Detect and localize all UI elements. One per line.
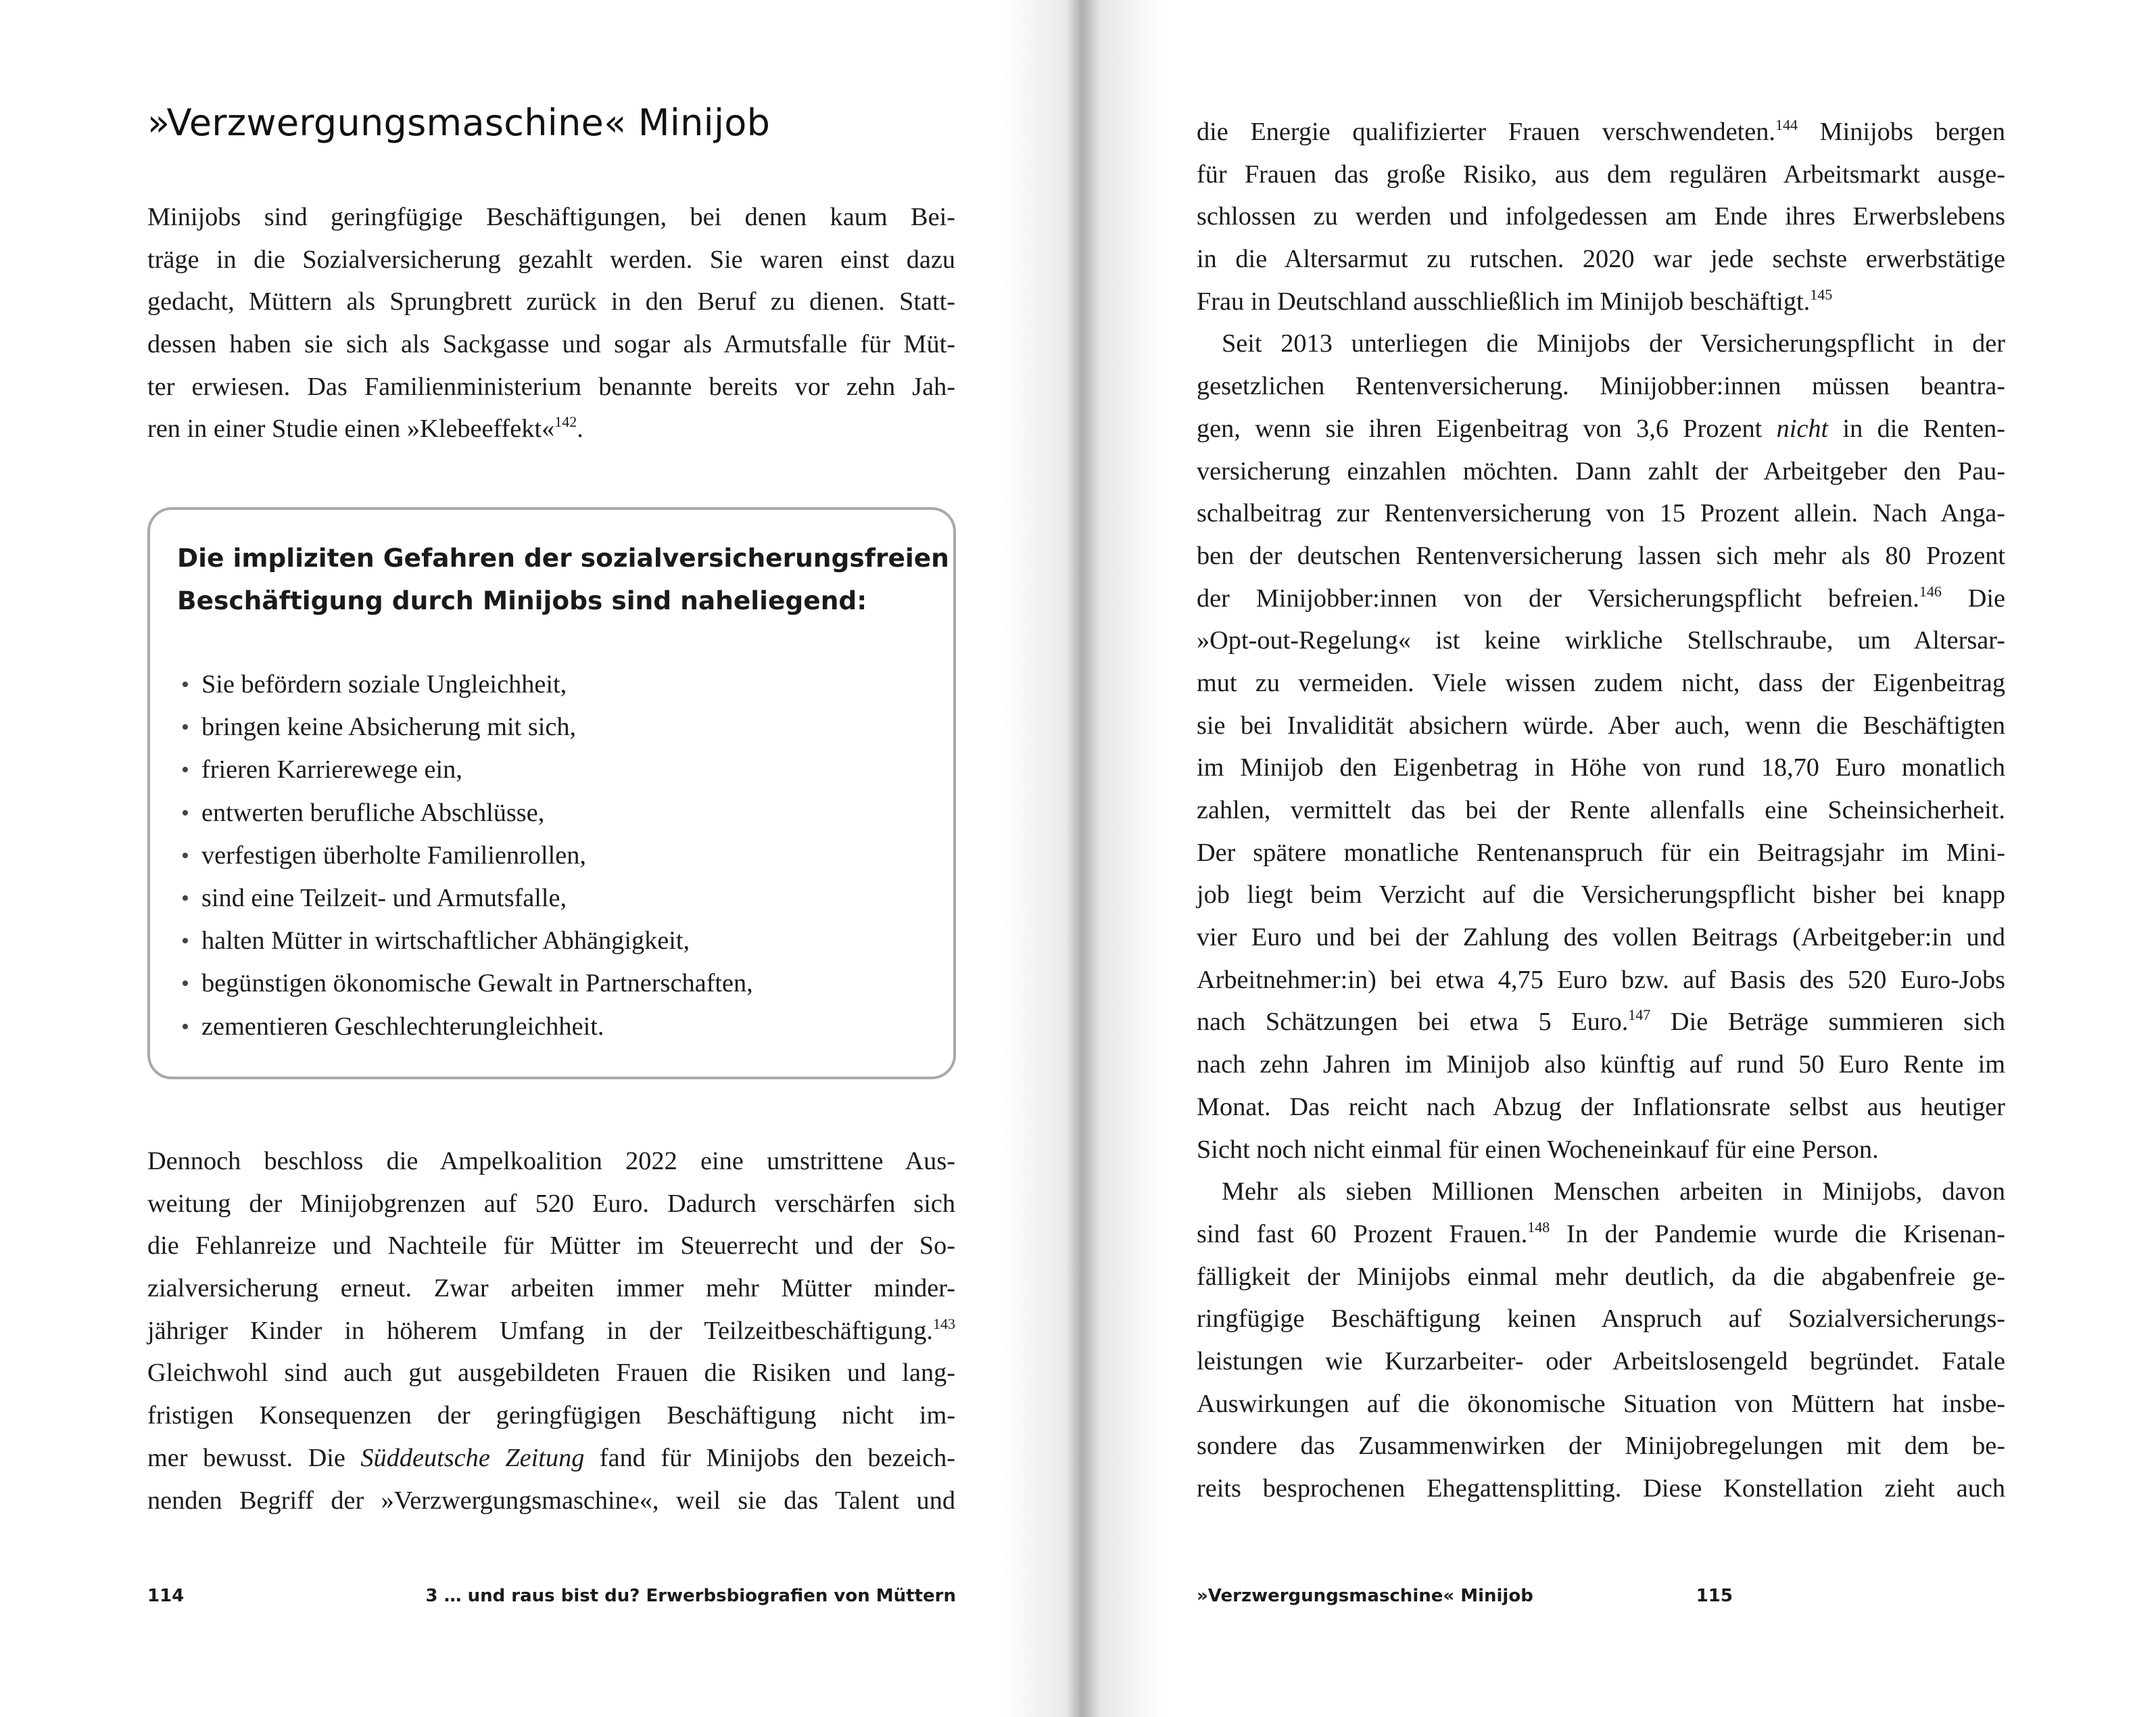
text-line: leistungen wie Kurzarbeiter- oder Arbeitslosengeld begründet. Fatale bbox=[1197, 1346, 2005, 1375]
text-line: Gleichwohl sind auch gut ausgebildeten Frauen die Risiken und lang- bbox=[147, 1359, 955, 1388]
text-fragment: die Energie qualifizierter Frauen verschwendeten. bbox=[1197, 118, 1775, 146]
text-line: Seit 2013 unterliegen die Minijobs der Versicherungspflicht in der bbox=[1222, 329, 2005, 358]
info-box-title-line: Beschäftigung durch Minijobs sind naheliegend: bbox=[177, 586, 867, 615]
bullet-icon: • bbox=[181, 757, 189, 783]
text-line: im Minijob den Eigenbetrag in Höhe von rund 18,70 Euro monatlich bbox=[1197, 753, 2005, 782]
text-line: Arbeitnehmer:in) bei etwa 4,75 Euro bzw. auf Basis des 520 Euro-Jobs bbox=[1197, 965, 2005, 994]
text-line: fälligkeit der Minijobs einmal mehr deutlich, da die abgabenfreie ge- bbox=[1197, 1262, 2005, 1291]
footnote-ref[interactable]: 146 bbox=[1919, 582, 1942, 600]
text-line: »Opt-out-Regelung« ist keine wirkliche Stellschraube, um Altersar- bbox=[1197, 626, 2005, 655]
text-fragment: sind fast 60 Prozent Frauen. bbox=[1197, 1219, 1528, 1248]
list-item bbox=[150, 834, 928, 877]
text-line: schlossen zu werden und infolgedessen am Ende ihres Erwerbslebens bbox=[1197, 202, 2005, 231]
intro-paragraph bbox=[147, 196, 955, 450]
list-item-text: Sie befördern soziale Ungleichheit, bbox=[201, 670, 567, 699]
text-line: Dennoch beschloss die Ampelkoalition 2022 eine umstrittene Aus- bbox=[147, 1147, 955, 1175]
text-fragment: jähriger Kinder in höherem Umfang in der Teilzeitbeschäftigung. bbox=[147, 1316, 933, 1345]
list-item bbox=[150, 663, 928, 706]
text-line: weitung der Minijobgrenzen auf 520 Euro. Dadurch verschärfen sich bbox=[147, 1189, 955, 1218]
bullet-icon: • bbox=[181, 800, 189, 826]
info-box bbox=[147, 507, 956, 1079]
bullet-icon: • bbox=[181, 1014, 189, 1039]
text-line: reits besprochenen Ehegattensplitting. Diese Konstellation zieht auch bbox=[1197, 1474, 2005, 1503]
text-line bbox=[147, 408, 955, 450]
info-box-title-line: Die impliziten Gefahren der sozialversicherungsfreien bbox=[177, 543, 949, 573]
list-item-text: verfestigen überholte Familienrollen, bbox=[201, 841, 586, 870]
list-item-text: entwerten berufliche Abschlüsse, bbox=[201, 798, 545, 827]
footnote-ref[interactable]: 144 bbox=[1775, 116, 1798, 133]
footnote-ref[interactable]: 142 bbox=[554, 413, 577, 431]
newspaper-title: Süddeutsche Zeitung bbox=[360, 1443, 585, 1472]
footnote-ref[interactable]: 145 bbox=[1810, 285, 1833, 303]
bullet-icon: • bbox=[181, 672, 189, 697]
text-line: Mehr als sieben Millionen Menschen arbeiten in Minijobs, davon bbox=[1222, 1177, 2005, 1206]
text-line: Der spätere monatliche Rentenanspruch für ein Beitragsjahr im Mini- bbox=[1197, 838, 2005, 867]
bullet-icon: • bbox=[181, 715, 189, 740]
text-line: vier Euro und bei der Zahlung des vollen Beitrags (Arbeitgeber:in und bbox=[1197, 923, 2005, 952]
list-item-text: begünstigen ökonomische Gewalt in Partnerschaften, bbox=[201, 969, 753, 998]
right-page bbox=[1078, 0, 2156, 1717]
list-item-text: frieren Karrierewege ein, bbox=[201, 755, 462, 784]
text-fragment: mer bewusst. Die bbox=[147, 1443, 361, 1472]
text-line bbox=[1197, 1213, 2005, 1256]
bullet-icon: • bbox=[181, 971, 189, 997]
text-fragment: fand für Minijobs den bezeich- bbox=[584, 1443, 956, 1472]
text-line: ter erwiesen. Das Familienministerium benannte bereits vor zehn Jah- bbox=[147, 372, 955, 401]
text-line: ben der deutschen Rentenversicherung lassen sich mehr als 80 Prozent bbox=[1197, 541, 2005, 570]
info-box-title bbox=[177, 537, 949, 622]
text-line: dessen haben sie sich als Sackgasse und sogar als Armutsfalle für Müt- bbox=[147, 330, 955, 359]
list-item bbox=[150, 749, 928, 791]
text-fragment: Die bbox=[1941, 584, 2005, 613]
text-line: in die Altersarmut zu rutschen. 2020 war jede sechste erwerbstätige bbox=[1197, 245, 2005, 274]
text-line: träge in die Sozialversicherung gezahlt werden. Sie waren einst dazu bbox=[147, 245, 955, 274]
text-line bbox=[1197, 1001, 2005, 1043]
list-item-text: sind eine Teilzeit- und Armutsfalle, bbox=[201, 883, 567, 912]
text-line: zahlen, vermittelt das bei der Rente allenfalls eine Scheinsicherheit. bbox=[1197, 796, 2005, 824]
running-head: 3 … und raus bist du? Erwerbsbiografien von Müttern bbox=[425, 1586, 956, 1606]
text-line: Monat. Das reicht nach Abzug der Inflationsrate selbst aus heutiger bbox=[1197, 1092, 2005, 1121]
text-line: Sicht noch nicht einmal für einen Wocheneinkauf für eine Person. bbox=[1197, 1135, 1879, 1164]
text-fragment: In der Pandemie wurde die Krisenan- bbox=[1550, 1219, 2005, 1248]
text-line: versicherung einzahlen möchten. Dann zahlt der Arbeitgeber den Pau- bbox=[1197, 456, 2005, 486]
body-paragraph bbox=[147, 1140, 955, 1522]
list-item-text: halten Mütter in wirtschaftlicher Abhängigkeit, bbox=[201, 926, 690, 956]
section-heading: »Verzwergungsmaschine« Minijob bbox=[147, 101, 771, 144]
text-line: sie bei Invalidität absichern würde. Aber auch, wenn die Beschäftigten bbox=[1197, 711, 2005, 740]
text-fragment: gen, wenn sie ihren Eigenbeitrag von 3,6 Prozent bbox=[1197, 414, 1777, 443]
list-item-text: zementieren Geschlechterungleichheit. bbox=[201, 1012, 604, 1041]
bullet-icon: • bbox=[181, 843, 189, 868]
text-line: fristigen Konsequenzen der geringfügigen Beschäftigung nicht im- bbox=[147, 1401, 955, 1430]
text-line: job liegt beim Verzicht auf die Versicherungspflicht bisher bei knapp bbox=[1197, 880, 2005, 910]
text-fragment: Minijobs bergen bbox=[1797, 118, 2005, 146]
text-line bbox=[1197, 111, 2005, 154]
text-line: nach zehn Jahren im Minijob also künftig auf rund 50 Euro Rente im bbox=[1197, 1050, 2005, 1079]
footnote-ref[interactable]: 147 bbox=[1628, 1006, 1651, 1024]
book-gutter-shadow bbox=[1001, 0, 1163, 1717]
bullet-icon: • bbox=[181, 885, 189, 911]
text-fragment: . bbox=[577, 415, 583, 444]
text-line: sondere das Zusammenwirken der Minijobregelungen mit dem be- bbox=[1197, 1432, 2005, 1461]
body-text-column bbox=[1197, 111, 2005, 1510]
text-line bbox=[147, 1437, 955, 1480]
text-line bbox=[1197, 578, 2005, 620]
list-item bbox=[150, 877, 928, 920]
text-line: gedacht, Müttern als Sprungbrett zurück in den Beruf zu dienen. Statt- bbox=[147, 287, 955, 316]
list-item-text: bringen keine Absicherung mit sich, bbox=[201, 713, 577, 742]
text-line: nenden Begriff der »Verzwergungsmaschine«, weil sie das Talent und bbox=[147, 1486, 955, 1515]
list-item bbox=[150, 792, 928, 834]
text-fragment: Frau in Deutschland ausschließlich im Minijob beschäftigt. bbox=[1197, 287, 1811, 316]
text-line: die Fehlanreize und Nachteile für Mütter im Steuerrecht und der So- bbox=[147, 1231, 955, 1261]
bullet-icon: • bbox=[181, 928, 189, 954]
text-line: Minijobs sind geringfügige Beschäftigungen, bei denen kaum Bei- bbox=[147, 203, 955, 231]
text-line: schalbeitrag zur Rentenversicherung von 15 Prozent allein. Nach Anga- bbox=[1197, 499, 2005, 528]
text-fragment: der Minijobber:innen von der Versicherungspflicht befreien. bbox=[1197, 584, 1919, 613]
text-fragment: nach Schätzungen bei etwa 5 Euro. bbox=[1197, 1008, 1629, 1037]
page-number: 115 bbox=[1696, 1586, 1733, 1606]
running-head: »Verzwergungsmaschine« Minijob bbox=[1197, 1586, 1533, 1606]
text-line bbox=[1197, 281, 2005, 323]
footnote-ref[interactable]: 148 bbox=[1527, 1218, 1550, 1236]
list-item bbox=[150, 1006, 928, 1048]
text-line: Auswirkungen auf die ökonomische Situation von Müttern hat insbe- bbox=[1197, 1389, 2005, 1418]
text-line: für Frauen das große Risiko, aus dem regulären Arbeitsmarkt ausge- bbox=[1197, 160, 2005, 189]
page-number: 114 bbox=[147, 1586, 185, 1606]
text-line bbox=[147, 1310, 955, 1353]
footnote-ref[interactable]: 143 bbox=[933, 1315, 955, 1332]
text-line: ringfügige Beschäftigung keinen Anspruch auf Sozialversicherungs- bbox=[1197, 1304, 2005, 1334]
text-fragment: ren in einer Studie einen »Klebeeffekt« bbox=[147, 415, 555, 444]
text-line: zialversicherung erneut. Zwar arbeiten immer mehr Mütter minder- bbox=[147, 1274, 955, 1303]
list-item bbox=[150, 962, 928, 1005]
emphasis: nicht bbox=[1776, 414, 1829, 443]
list-item bbox=[150, 706, 928, 749]
risk-list bbox=[150, 663, 928, 1048]
text-line: mut zu vermeiden. Viele wissen zudem nicht, dass der Eigenbeitrag bbox=[1197, 668, 2005, 697]
text-fragment: in die Renten- bbox=[1828, 414, 2005, 443]
list-item bbox=[150, 920, 928, 962]
text-line: gesetzlichen Rentenversicherung. Minijobber:innen müssen beantra- bbox=[1197, 372, 2005, 401]
text-fragment: Die Beträge summieren sich bbox=[1650, 1008, 2005, 1037]
text-line bbox=[1197, 408, 2005, 450]
